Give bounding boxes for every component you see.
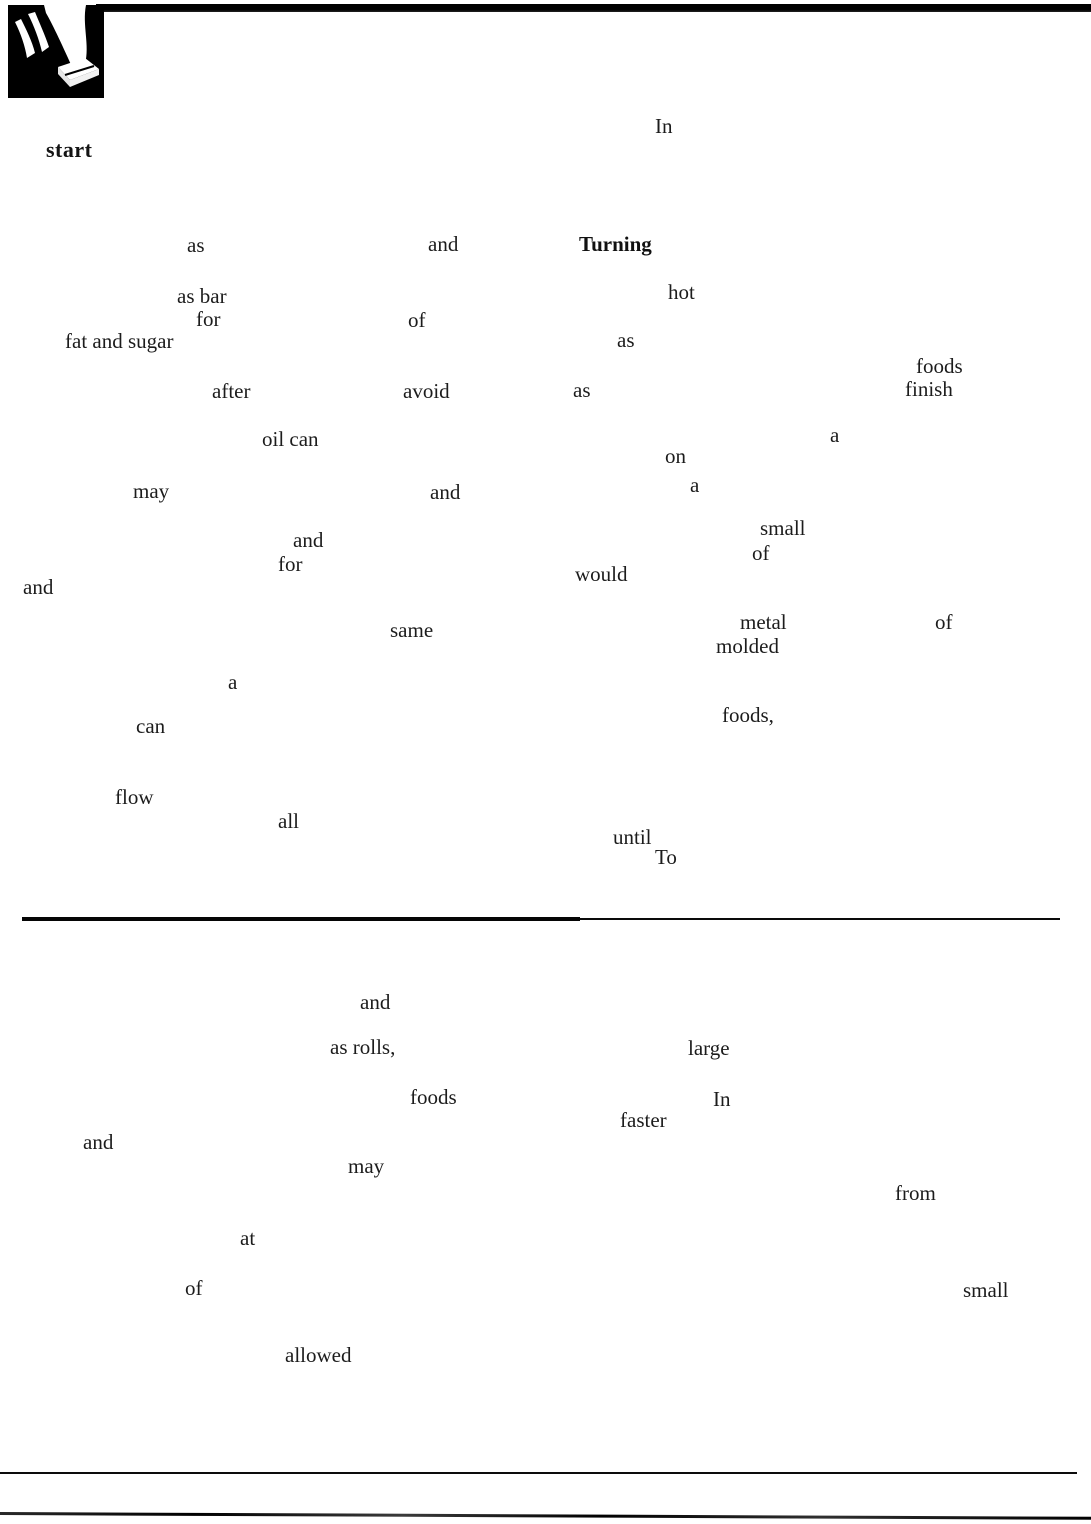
- scattered-word: as: [187, 233, 205, 257]
- scattered-word: of: [408, 308, 426, 332]
- scattered-word: allowed: [285, 1343, 352, 1367]
- scattered-word: molded: [716, 634, 779, 658]
- scattered-word: all: [278, 809, 299, 833]
- scattered-word: a: [690, 473, 700, 497]
- scattered-word: faster: [620, 1108, 667, 1132]
- scattered-word: for: [278, 552, 303, 576]
- scattered-word: metal: [740, 610, 787, 634]
- scattered-word: may: [133, 479, 170, 503]
- scattered-word: for: [196, 307, 221, 331]
- scattered-word: To: [655, 845, 677, 869]
- scattered-word: can: [136, 714, 166, 738]
- scattered-word: and: [360, 990, 391, 1014]
- scattered-word: until: [613, 825, 652, 849]
- scattered-word: and: [428, 232, 459, 256]
- scattered-word: and: [293, 528, 324, 552]
- bottom-rule: [0, 1472, 1077, 1474]
- scattered-word: as bar: [177, 284, 227, 308]
- scattered-word: flow: [115, 785, 154, 809]
- scattered-word: at: [240, 1226, 256, 1250]
- scattered-word: as: [573, 378, 591, 402]
- scattered-word: small: [963, 1278, 1009, 1302]
- scattered-word: Turning: [579, 232, 652, 256]
- middle-rule-left-segment: [22, 917, 580, 921]
- scattered-word: hot: [668, 280, 695, 304]
- scattered-word: a: [228, 670, 238, 694]
- scattered-word: of: [185, 1276, 203, 1300]
- scattered-word: of: [935, 610, 953, 634]
- scattered-word: after: [212, 379, 251, 403]
- start-label: start: [46, 137, 93, 162]
- scattered-word: foods: [410, 1085, 457, 1109]
- scattered-word: large: [688, 1036, 730, 1060]
- scattered-word: In: [713, 1087, 731, 1111]
- scattered-word: as: [617, 328, 635, 352]
- scattered-word: may: [348, 1154, 385, 1178]
- scattered-word: same: [390, 618, 434, 642]
- scattered-word: finish: [905, 377, 953, 401]
- scattered-word: avoid: [403, 379, 450, 403]
- scattered-word: as rolls,: [330, 1035, 396, 1059]
- scattered-word: oil can: [262, 427, 319, 451]
- scattered-word: and: [23, 575, 54, 599]
- scattered-word: foods: [916, 354, 963, 378]
- scattered-word: and: [83, 1130, 114, 1154]
- scattered-word: on: [665, 444, 686, 468]
- scattered-word: small: [760, 516, 806, 540]
- scattered-word: a: [830, 423, 840, 447]
- scattered-word: of: [752, 541, 770, 565]
- scattered-word: and: [430, 480, 461, 504]
- scattered-word: foods,: [722, 703, 774, 727]
- scattered-word: fat and sugar: [65, 329, 174, 353]
- scattered-word: would: [575, 562, 628, 586]
- scattered-word: from: [895, 1181, 936, 1205]
- scattered-word: In: [655, 114, 673, 138]
- middle-rule-right-segment: [580, 918, 1060, 920]
